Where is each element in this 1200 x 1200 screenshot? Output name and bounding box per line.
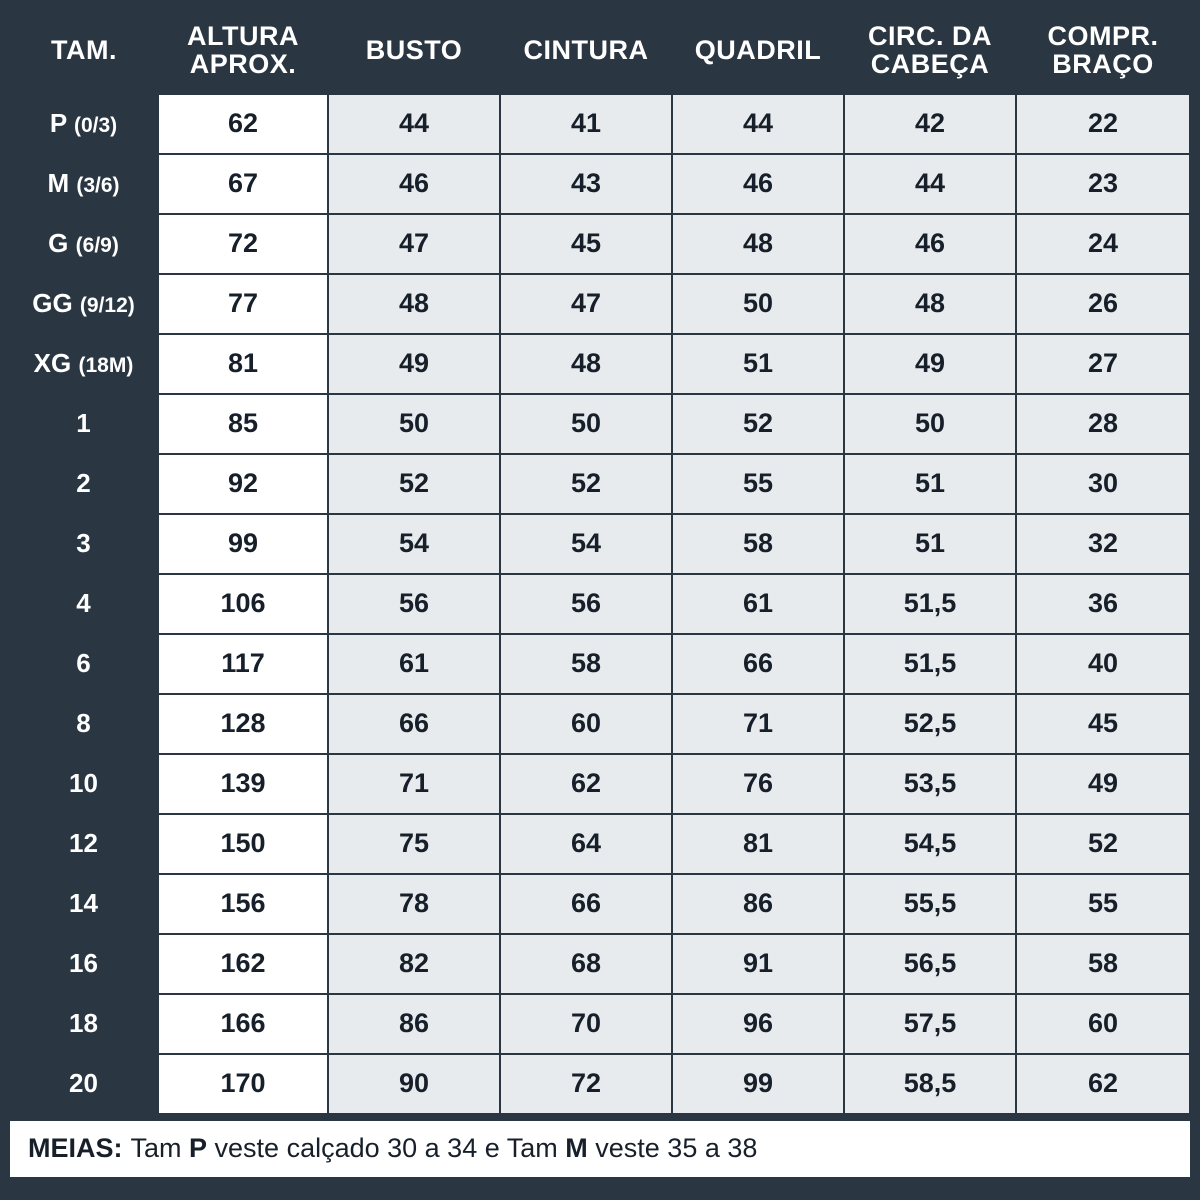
size-age-range: (3/6) <box>76 174 120 198</box>
cell-cintura: 72 <box>500 1054 672 1113</box>
table-row <box>10 514 1190 574</box>
cell-altura: 162 <box>158 934 328 994</box>
size-age-range: (6/9) <box>75 234 119 258</box>
table-row <box>10 94 1190 154</box>
cell-cabeca: 55,5 <box>844 874 1016 934</box>
column-header-quadril: QUADRIL <box>672 10 844 94</box>
cell-busto: 44 <box>328 94 500 154</box>
size-main: 14 <box>69 888 98 919</box>
cell-braco: 28 <box>1016 394 1190 454</box>
cell-altura: 139 <box>158 754 328 814</box>
cell-cabeca: 44 <box>844 154 1016 214</box>
cell-braco: 49 <box>1016 754 1190 814</box>
cell-busto: 52 <box>328 454 500 514</box>
table-row <box>10 394 1190 454</box>
row-size-label <box>10 754 158 814</box>
cell-busto: 66 <box>328 694 500 754</box>
row-size-label <box>10 154 158 214</box>
table-row <box>10 814 1190 874</box>
row-size-label <box>10 394 158 454</box>
cell-quadril: 55 <box>672 454 844 514</box>
cell-busto: 56 <box>328 574 500 634</box>
cell-cintura: 56 <box>500 574 672 634</box>
column-header-cintura: CINTURA <box>500 10 672 94</box>
cell-braco: 60 <box>1016 994 1190 1054</box>
cell-cabeca: 57,5 <box>844 994 1016 1054</box>
table-row <box>10 874 1190 934</box>
size-main: M <box>47 168 70 199</box>
cell-cintura: 68 <box>500 934 672 994</box>
column-header-altura: ALTURA APROX. <box>158 10 328 94</box>
cell-altura: 150 <box>158 814 328 874</box>
cell-quadril: 71 <box>672 694 844 754</box>
size-chart-table <box>10 10 1191 1113</box>
table-row <box>10 214 1190 274</box>
table-row <box>10 994 1190 1054</box>
cell-busto: 50 <box>328 394 500 454</box>
cell-cintura: 66 <box>500 874 672 934</box>
cell-quadril: 51 <box>672 334 844 394</box>
cell-busto: 78 <box>328 874 500 934</box>
size-main: 2 <box>76 468 91 499</box>
cell-busto: 47 <box>328 214 500 274</box>
table-row <box>10 454 1190 514</box>
cell-cintura: 47 <box>500 274 672 334</box>
cell-quadril: 86 <box>672 874 844 934</box>
cell-altura: 62 <box>158 94 328 154</box>
cell-cintura: 43 <box>500 154 672 214</box>
cell-quadril: 91 <box>672 934 844 994</box>
cell-braco: 24 <box>1016 214 1190 274</box>
cell-braco: 55 <box>1016 874 1190 934</box>
cell-cintura: 41 <box>500 94 672 154</box>
cell-braco: 52 <box>1016 814 1190 874</box>
row-size-label <box>10 94 158 154</box>
row-size-label <box>10 694 158 754</box>
cell-altura: 117 <box>158 634 328 694</box>
row-size-label <box>10 814 158 874</box>
cell-cabeca: 51,5 <box>844 574 1016 634</box>
cell-altura: 92 <box>158 454 328 514</box>
table-row <box>10 934 1190 994</box>
size-main: 4 <box>76 588 91 619</box>
row-size-label <box>10 874 158 934</box>
cell-cabeca: 52,5 <box>844 694 1016 754</box>
size-main: P <box>49 108 67 139</box>
row-size-label <box>10 1054 158 1113</box>
cell-busto: 48 <box>328 274 500 334</box>
cell-busto: 46 <box>328 154 500 214</box>
cell-cintura: 45 <box>500 214 672 274</box>
cell-cabeca: 56,5 <box>844 934 1016 994</box>
footer-label: MEIAS: <box>28 1133 123 1164</box>
cell-cabeca: 50 <box>844 394 1016 454</box>
cell-braco: 40 <box>1016 634 1190 694</box>
column-header-compr-braco: COMPR. BRAÇO <box>1016 10 1190 94</box>
cell-altura: 99 <box>158 514 328 574</box>
row-size-label <box>10 634 158 694</box>
size-main: 12 <box>69 828 98 859</box>
size-age-range: (0/3) <box>73 114 118 138</box>
cell-cabeca: 58,5 <box>844 1054 1016 1113</box>
cell-quadril: 81 <box>672 814 844 874</box>
cell-altura: 85 <box>158 394 328 454</box>
size-main: G <box>48 228 69 259</box>
cell-busto: 86 <box>328 994 500 1054</box>
size-main: 8 <box>76 708 91 739</box>
cell-cintura: 64 <box>500 814 672 874</box>
table-row <box>10 694 1190 754</box>
table-row <box>10 634 1190 694</box>
cell-cabeca: 51 <box>844 514 1016 574</box>
cell-cabeca: 53,5 <box>844 754 1016 814</box>
footer-note <box>10 1121 1190 1177</box>
table-row <box>10 274 1190 334</box>
table-row <box>10 574 1190 634</box>
cell-braco: 30 <box>1016 454 1190 514</box>
column-header-tam: TAM. <box>10 10 158 94</box>
row-size-label <box>10 214 158 274</box>
table-header <box>10 10 1190 94</box>
cell-braco: 26 <box>1016 274 1190 334</box>
cell-altura: 128 <box>158 694 328 754</box>
cell-cintura: 62 <box>500 754 672 814</box>
cell-altura: 166 <box>158 994 328 1054</box>
cell-cintura: 50 <box>500 394 672 454</box>
cell-braco: 32 <box>1016 514 1190 574</box>
cell-cabeca: 49 <box>844 334 1016 394</box>
cell-busto: 82 <box>328 934 500 994</box>
cell-quadril: 44 <box>672 94 844 154</box>
cell-braco: 58 <box>1016 934 1190 994</box>
column-header-circ-cabeca: CIRC. DA CABEÇA <box>844 10 1016 94</box>
table-row <box>10 154 1190 214</box>
size-age-range: (9/12) <box>79 294 135 318</box>
cell-cintura: 70 <box>500 994 672 1054</box>
cell-cabeca: 42 <box>844 94 1016 154</box>
cell-quadril: 46 <box>672 154 844 214</box>
cell-cintura: 48 <box>500 334 672 394</box>
cell-quadril: 96 <box>672 994 844 1054</box>
table-row <box>10 334 1190 394</box>
table-row <box>10 1054 1190 1113</box>
row-size-label <box>10 514 158 574</box>
cell-braco: 45 <box>1016 694 1190 754</box>
footer-text: Tam P veste calçado 30 a 34 e Tam M veste 35 a 38 <box>130 1133 758 1164</box>
cell-busto: 75 <box>328 814 500 874</box>
row-size-label <box>10 274 158 334</box>
cell-quadril: 76 <box>672 754 844 814</box>
size-main: 1 <box>76 408 91 439</box>
cell-altura: 170 <box>158 1054 328 1113</box>
cell-cintura: 54 <box>500 514 672 574</box>
cell-quadril: 52 <box>672 394 844 454</box>
row-size-label <box>10 454 158 514</box>
size-main: XG <box>33 348 72 379</box>
row-size-label <box>10 934 158 994</box>
cell-quadril: 58 <box>672 514 844 574</box>
cell-cabeca: 51 <box>844 454 1016 514</box>
row-size-label <box>10 574 158 634</box>
cell-busto: 61 <box>328 634 500 694</box>
cell-busto: 49 <box>328 334 500 394</box>
cell-cintura: 60 <box>500 694 672 754</box>
cell-cintura: 58 <box>500 634 672 694</box>
row-size-label <box>10 334 158 394</box>
size-main: 10 <box>69 768 98 799</box>
cell-busto: 71 <box>328 754 500 814</box>
cell-quadril: 61 <box>672 574 844 634</box>
cell-quadril: 48 <box>672 214 844 274</box>
cell-altura: 81 <box>158 334 328 394</box>
cell-braco: 36 <box>1016 574 1190 634</box>
cell-quadril: 66 <box>672 634 844 694</box>
cell-quadril: 50 <box>672 274 844 334</box>
cell-braco: 23 <box>1016 154 1190 214</box>
cell-cabeca: 54,5 <box>844 814 1016 874</box>
size-main: GG <box>32 288 73 319</box>
cell-cabeca: 48 <box>844 274 1016 334</box>
cell-altura: 106 <box>158 574 328 634</box>
table-header-row <box>10 10 1190 94</box>
size-age-range: (18M) <box>78 354 134 378</box>
cell-altura: 77 <box>158 274 328 334</box>
size-main: 3 <box>76 528 91 559</box>
cell-cabeca: 51,5 <box>844 634 1016 694</box>
cell-braco: 62 <box>1016 1054 1190 1113</box>
size-main: 6 <box>76 648 91 679</box>
cell-altura: 72 <box>158 214 328 274</box>
size-main: 16 <box>69 948 98 979</box>
cell-busto: 90 <box>328 1054 500 1113</box>
cell-cabeca: 46 <box>844 214 1016 274</box>
cell-braco: 22 <box>1016 94 1190 154</box>
table-row <box>10 754 1190 814</box>
cell-cintura: 52 <box>500 454 672 514</box>
cell-busto: 54 <box>328 514 500 574</box>
size-main: 20 <box>69 1068 98 1099</box>
table-body <box>10 94 1190 1113</box>
cell-braco: 27 <box>1016 334 1190 394</box>
size-main: 18 <box>69 1008 98 1039</box>
cell-altura: 67 <box>158 154 328 214</box>
column-header-busto: BUSTO <box>328 10 500 94</box>
cell-altura: 156 <box>158 874 328 934</box>
cell-quadril: 99 <box>672 1054 844 1113</box>
row-size-label <box>10 994 158 1054</box>
